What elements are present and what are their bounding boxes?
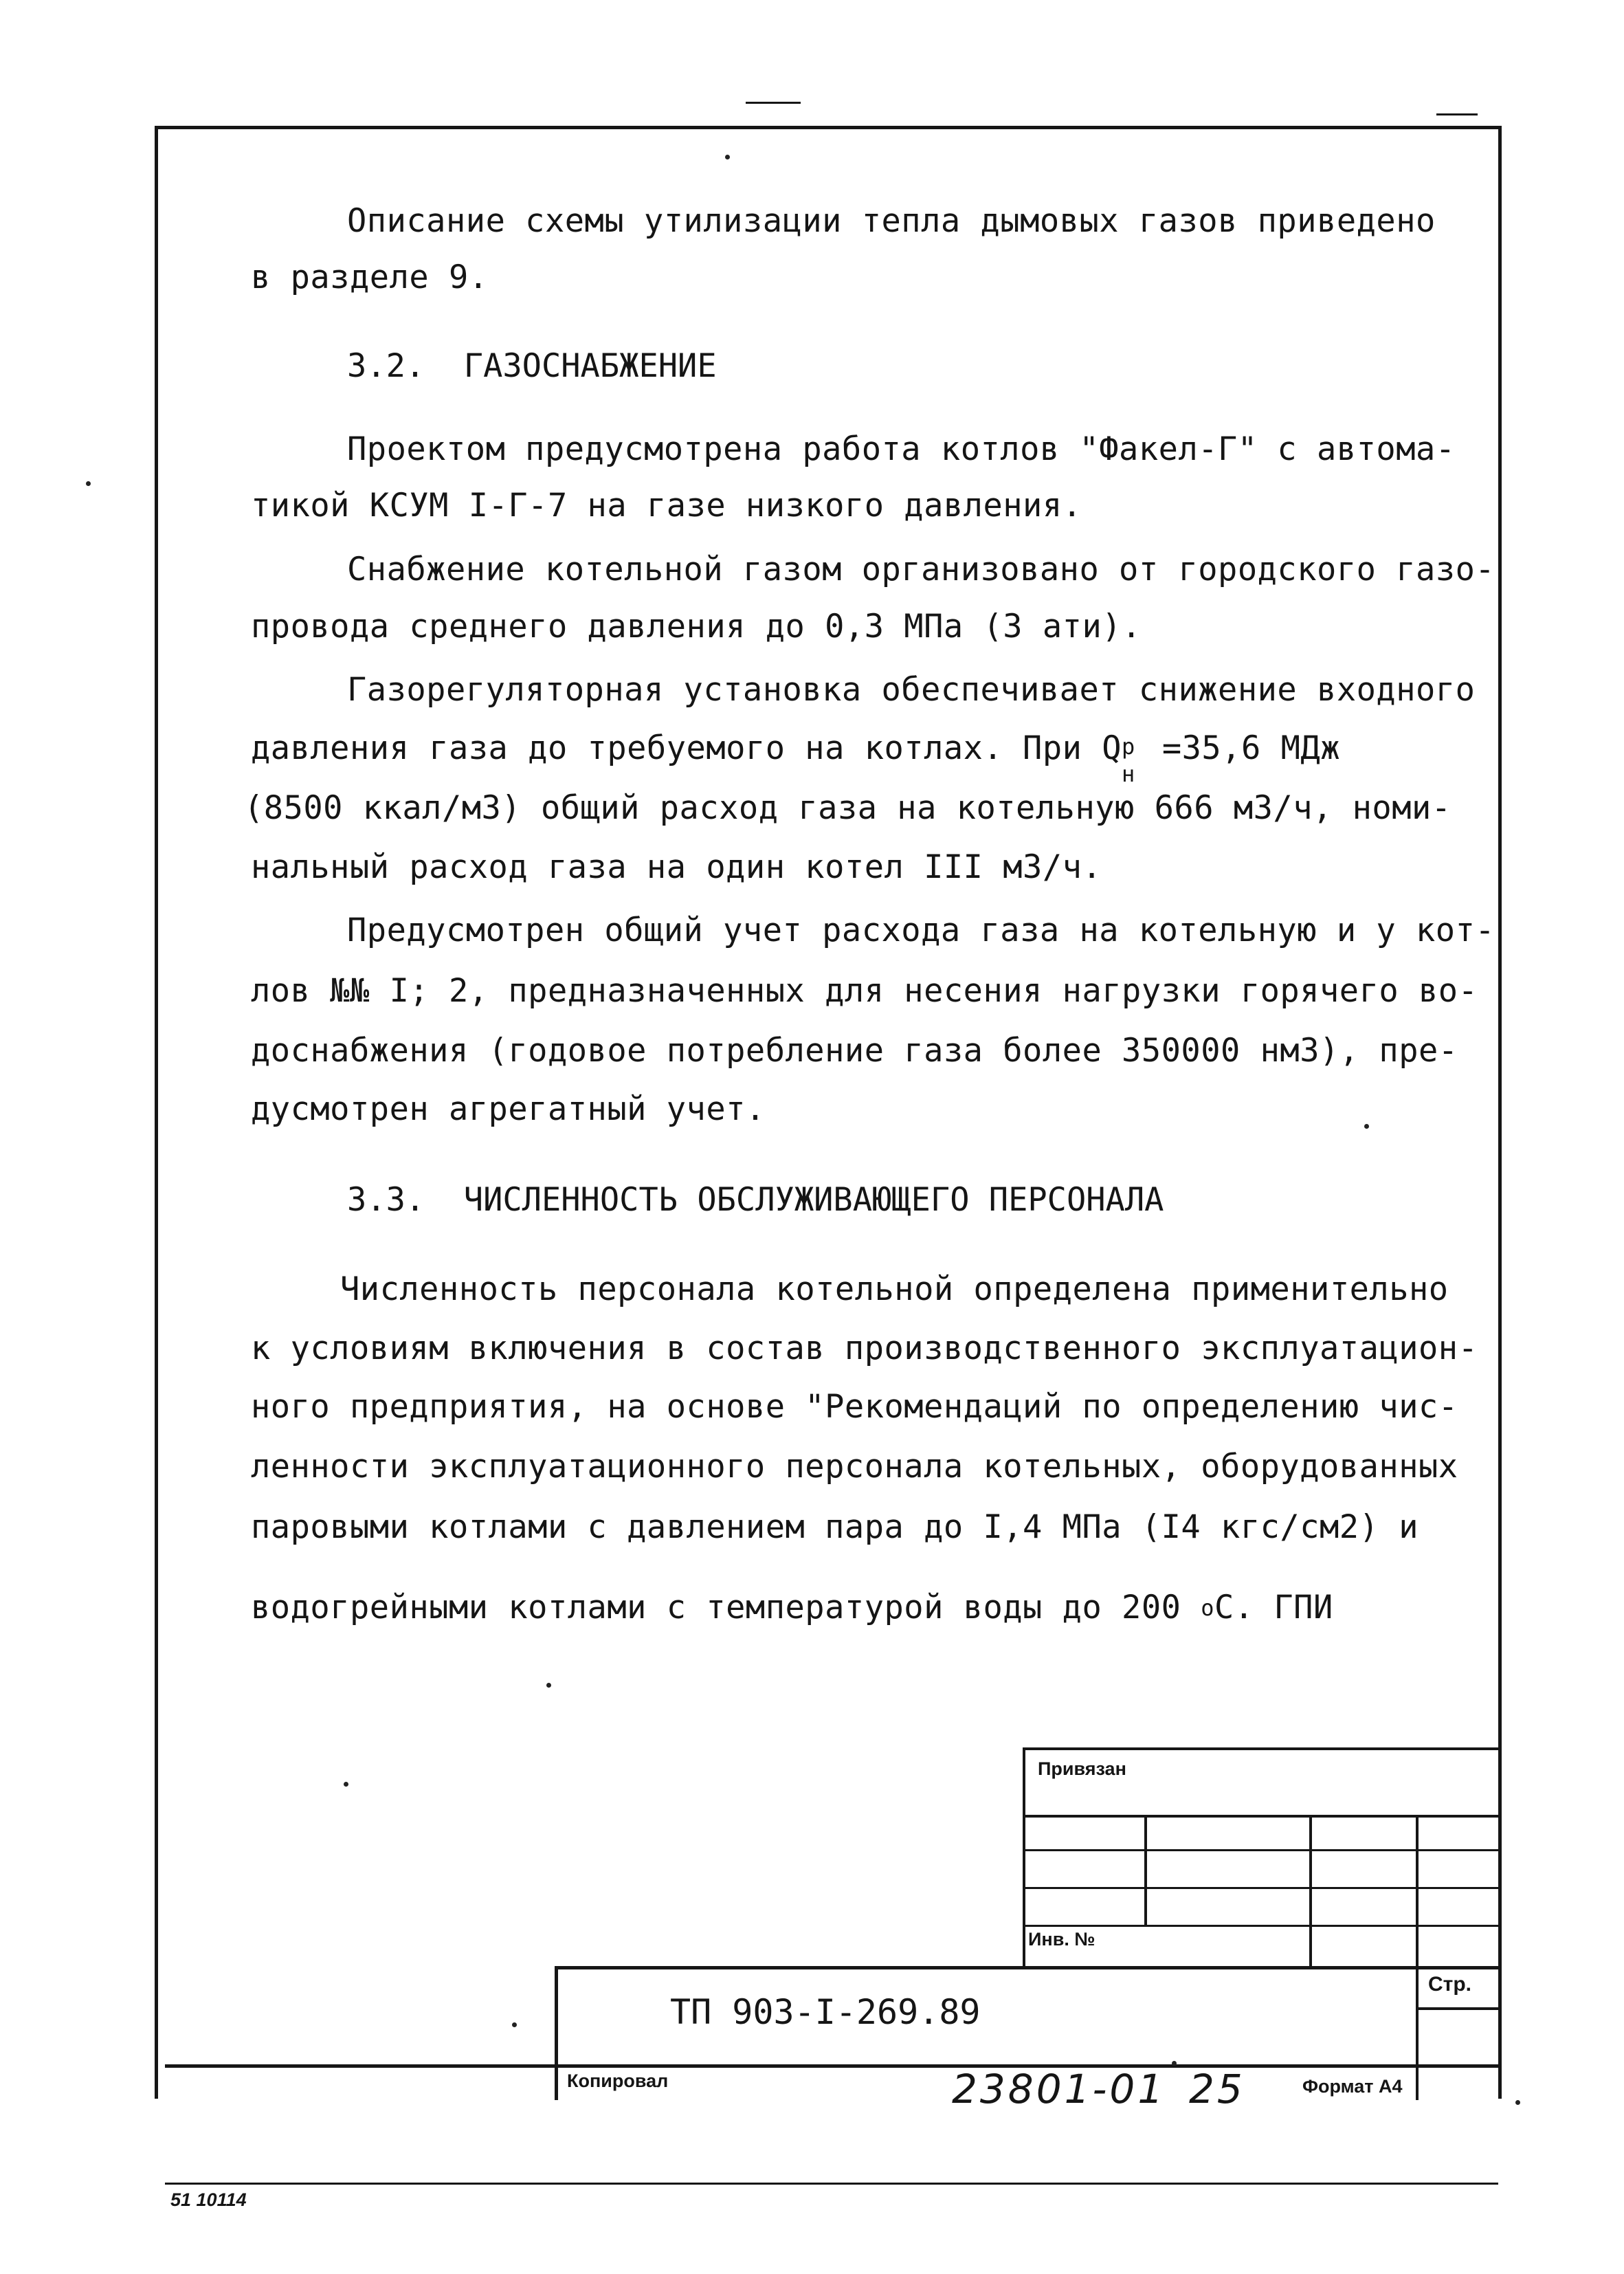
stamp-col-2 <box>1309 1815 1312 1967</box>
frame-left-line <box>155 126 158 2099</box>
top-mark <box>746 102 801 104</box>
stamp-bind-top <box>1023 1747 1502 1750</box>
stamp-col-1 <box>1144 1815 1147 1925</box>
p3-line-2-start: давления газа до требуемого на котлах. При Q <box>251 729 1122 767</box>
footer-main-line <box>165 2064 1502 2068</box>
footer-bottom-line <box>165 2183 1498 2185</box>
p3-line-3: (8500 ккал/м3) общий расход газа на котельную 666 м3/ч, номи- <box>244 789 1451 827</box>
section-3-3-number: 3.3. <box>347 1181 425 1219</box>
p5-line-2: к условиям включения в состав производственного эксплуатацион- <box>251 1329 1478 1367</box>
p2-line-2: провода среднего давления до 0,3 МПа (3 ати). <box>251 608 1142 645</box>
handwritten-number: 23801-01 <box>952 2066 1166 2112</box>
p5-line-4: ленности эксплуатационного персонала котельных, оборудованных <box>251 1448 1458 1486</box>
p5-line-1: Численность персонала котельной определена применительно <box>340 1270 1449 1308</box>
handwritten-page: 25 <box>1189 2066 1245 2112</box>
stamp-bind-left <box>1023 1747 1025 1967</box>
section-3-2-number: 3.2. <box>347 347 425 385</box>
p5-line-6-end: С. ГПИ <box>1214 1589 1333 1626</box>
p3-superscript: р <box>1122 733 1135 760</box>
p5-line-5: паровыми котлами с давлением пара до I,4 МПа (I4 кгс/см2) и <box>251 1508 1419 1546</box>
intro-line-2: в разделе 9. <box>251 258 489 296</box>
p5-line-6-start: водогрейными котлами с температурой воды до 200 <box>251 1589 1201 1626</box>
p5-line-6 <box>251 1578 1333 1638</box>
stamp-row-1 <box>1023 1815 1502 1818</box>
scan-speck <box>1172 2061 1177 2066</box>
frame-right-line <box>1498 126 1502 2099</box>
stamp-page-divider <box>1416 2007 1502 2010</box>
scan-speck <box>1364 1124 1369 1129</box>
frame-top-line <box>155 126 1502 129</box>
p1-line-1: Проектом предусмотрена работа котлов "Факел-Г" с автома- <box>347 430 1456 468</box>
section-3-2-heading <box>347 347 717 385</box>
scan-speck <box>725 155 730 159</box>
p3-line-2-end: =35,6 МДж <box>1142 729 1341 767</box>
copied-label: Копировал <box>567 2071 669 2091</box>
stamp-row-2 <box>1023 1849 1502 1851</box>
p3-line-4: нальный расход газа на один котел III м3/ч. <box>251 848 1102 886</box>
document-code: ТП 903-I-269.89 <box>670 1992 981 2032</box>
p3-subscript: н <box>1122 761 1135 787</box>
stamp-col-3 <box>1416 1815 1419 2100</box>
scan-speck <box>344 1782 348 1787</box>
section-3-2-title: ГАЗОСНАБЖЕНИЕ <box>463 347 717 385</box>
scan-speck <box>512 2022 517 2027</box>
stamp-main-top <box>555 1966 1502 1969</box>
p4-line-4: дусмотрен агрегатный учет. <box>251 1090 766 1128</box>
scan-speck <box>86 481 91 486</box>
privyazan-label: Привязан <box>1038 1758 1126 1779</box>
archive-code: 51 10114 <box>170 2189 247 2210</box>
stamp-main-left <box>555 1966 558 2100</box>
p4-line-3: доснабжения (годовое потребление газа более 350000 нм3), пре- <box>251 1032 1458 1070</box>
p5-line-3: ного предприятия, на основе "Рекомендаций по определению чис- <box>251 1388 1458 1426</box>
format-label: Формат А4 <box>1302 2076 1403 2097</box>
degree-superscript: о <box>1201 1595 1214 1621</box>
scan-speck <box>546 1683 551 1688</box>
scan-speck <box>1515 2100 1520 2105</box>
top-right-mark <box>1436 113 1478 115</box>
stamp-row-4 <box>1023 1925 1502 1927</box>
section-3-3-title: ЧИСЛЕННОСТЬ ОБСЛУЖИВАЮЩЕГО ПЕРСОНАЛА <box>463 1181 1164 1219</box>
p1-line-2: тикой КСУМ I-Г-7 на газе низкого давления. <box>251 487 1082 525</box>
p4-line-1: Предусмотрен общий учет расхода газа на котельную и у кот- <box>347 912 1495 949</box>
intro-line-1: Описание схемы утилизации тепла дымовых газов приведено <box>347 202 1436 240</box>
p4-line-2: лов №№ I; 2, предназначенных для несения нагрузки горячего во- <box>251 972 1478 1010</box>
inv-number-label: Инв. № <box>1028 1929 1095 1950</box>
p2-line-1: Снабжение котельной газом организовано от городского газо- <box>347 551 1495 588</box>
page-label: Стр. <box>1428 1973 1472 1996</box>
p3-line-1: Газорегуляторная установка обеспечивает снижение входного <box>347 671 1476 709</box>
p3-line-2 <box>251 718 1341 787</box>
stamp-row-3 <box>1023 1887 1502 1889</box>
section-3-3-heading <box>347 1181 1164 1219</box>
